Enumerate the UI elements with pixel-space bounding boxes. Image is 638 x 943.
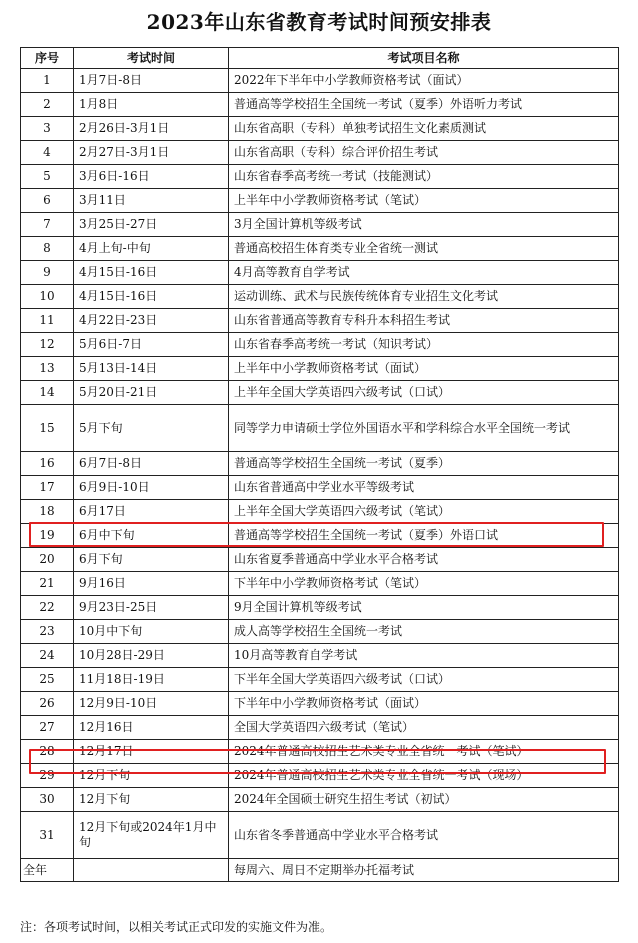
table-row [21,69,619,93]
footer-row-label: 全年 [21,859,74,882]
row-time: 5月下旬 [74,405,229,452]
header-no: 序号 [21,48,74,69]
row-no: 29 [21,764,74,788]
row-no: 21 [21,572,74,596]
row-exam-name: 普通高等学校招生全国统一考试（夏季）外语听力考试 [229,93,619,117]
row-exam-name: 下半年中小学教师资格考试（笔试） [229,572,619,596]
row-time: 5月6日-7日 [74,333,229,357]
header-time: 考试时间 [74,48,229,69]
row-no: 8 [21,237,74,261]
row-time: 3月25日-27日 [74,213,229,237]
row-no: 9 [21,261,74,285]
row-no: 3 [21,117,74,141]
table-row [21,596,619,620]
row-exam-name: 山东省春季高考统一考试（技能测试） [229,165,619,189]
footnote: 注：各项考试时间，以相关考试正式印发的实施文件为准。 [20,920,333,934]
footer-row-time [74,859,229,882]
row-exam-name: 2024年普通高校招生艺术类专业全省统一考试（现场） [229,764,619,788]
table-header-row [21,48,619,69]
table-row [21,309,619,333]
row-exam-name: 4月高等教育自学考试 [229,261,619,285]
row-no: 20 [21,548,74,572]
row-exam-name: 上半年全国大学英语四六级考试（口试） [229,381,619,405]
row-exam-name: 山东省普通高等教育专科升本科招生考试 [229,309,619,333]
row-no: 5 [21,165,74,189]
row-time: 5月13日-14日 [74,357,229,381]
row-no: 7 [21,213,74,237]
row-time: 9月16日 [74,572,229,596]
row-no: 4 [21,141,74,165]
row-time: 6月中下旬 [74,524,229,548]
row-exam-name: 同等学力申请硕士学位外国语水平和学科综合水平全国统一考试 [229,405,619,452]
row-no: 26 [21,692,74,716]
row-no: 13 [21,357,74,381]
row-exam-name: 2022年下半年中小学教师资格考试（面试） [229,69,619,93]
table-row [21,764,619,788]
row-exam-name: 普通高校招生体育类专业全省统一测试 [229,237,619,261]
table-row [21,716,619,740]
row-time: 11月18日-19日 [74,668,229,692]
row-exam-name: 上半年全国大学英语四六级考试（笔试） [229,500,619,524]
table-row [21,500,619,524]
row-exam-name: 3月全国计算机等级考试 [229,213,619,237]
row-time: 2月26日-3月1日 [74,117,229,141]
table-row [21,788,619,812]
row-time: 12月下旬 [74,764,229,788]
row-no: 15 [21,405,74,452]
row-exam-name: 2024年全国硕士研究生招生考试（初试） [229,788,619,812]
table-row [21,333,619,357]
row-no: 31 [21,812,74,859]
table-row [21,548,619,572]
row-exam-name: 下半年全国大学英语四六级考试（口试） [229,668,619,692]
row-no: 12 [21,333,74,357]
row-time: 12月下旬或2024年1月中旬 [74,812,229,859]
row-exam-name: 9月全国计算机等级考试 [229,596,619,620]
table-row [21,524,619,548]
row-exam-name: 10月高等教育自学考试 [229,644,619,668]
row-no: 10 [21,285,74,309]
row-time: 2月27日-3月1日 [74,141,229,165]
row-time: 12月17日 [74,740,229,764]
exam-schedule-table [20,47,619,882]
footer-row-exam-name: 每周六、周日不定期举办托福考试 [229,859,619,882]
table-row [21,644,619,668]
row-exam-name: 山东省高职（专科）单独考试招生文化素质测试 [229,117,619,141]
table-row [21,381,619,405]
table-row [21,740,619,764]
row-time: 12月9日-10日 [74,692,229,716]
row-time: 3月6日-16日 [74,165,229,189]
table-row [21,620,619,644]
table-row [21,812,619,859]
row-exam-name: 上半年中小学教师资格考试（笔试） [229,189,619,213]
row-no: 1 [21,69,74,93]
row-no: 25 [21,668,74,692]
row-exam-name: 2024年普通高校招生艺术类专业全省统一考试（笔试） [229,740,619,764]
row-time: 1月8日 [74,93,229,117]
row-time: 4月15日-16日 [74,261,229,285]
row-exam-name: 山东省冬季普通高中学业水平合格考试 [229,812,619,859]
row-time: 6月17日 [74,500,229,524]
row-no: 30 [21,788,74,812]
table-row [21,117,619,141]
row-time: 10月28日-29日 [74,644,229,668]
row-time: 6月9日-10日 [74,476,229,500]
row-time: 9月23日-25日 [74,596,229,620]
row-time: 4月15日-16日 [74,285,229,309]
row-time: 4月上旬-中旬 [74,237,229,261]
row-exam-name: 山东省春季高考统一考试（知识考试） [229,333,619,357]
footer-row [21,859,619,882]
table-row [21,285,619,309]
table-row [21,213,619,237]
row-exam-name: 下半年中小学教师资格考试（面试） [229,692,619,716]
table-row [21,405,619,452]
table-row [21,189,619,213]
table-row [21,692,619,716]
table-row [21,141,619,165]
row-no: 24 [21,644,74,668]
row-exam-name: 普通高等学校招生全国统一考试（夏季）外语口试 [229,524,619,548]
header-name: 考试项目名称 [229,48,619,69]
row-no: 14 [21,381,74,405]
table-row [21,476,619,500]
row-time: 4月22日-23日 [74,309,229,333]
row-no: 22 [21,596,74,620]
row-exam-name: 普通高等学校招生全国统一考试（夏季） [229,452,619,476]
row-exam-name: 山东省高职（专科）综合评价招生考试 [229,141,619,165]
table-row [21,237,619,261]
row-no: 17 [21,476,74,500]
row-time: 10月中下旬 [74,620,229,644]
row-no: 28 [21,740,74,764]
row-time: 12月下旬 [74,788,229,812]
row-no: 27 [21,716,74,740]
row-time: 6月7日-8日 [74,452,229,476]
row-exam-name: 运动训练、武术与民族传统体育专业招生文化考试 [229,285,619,309]
row-no: 2 [21,93,74,117]
row-exam-name: 山东省普通高中学业水平等级考试 [229,476,619,500]
row-exam-name: 山东省夏季普通高中学业水平合格考试 [229,548,619,572]
row-exam-name: 上半年中小学教师资格考试（面试） [229,357,619,381]
row-no: 18 [21,500,74,524]
table-row [21,452,619,476]
row-no: 23 [21,620,74,644]
table-row [21,261,619,285]
table-row [21,165,619,189]
row-exam-name: 成人高等学校招生全国统一考试 [229,620,619,644]
row-no: 6 [21,189,74,213]
row-no: 11 [21,309,74,333]
row-time: 6月下旬 [74,548,229,572]
row-time: 5月20日-21日 [74,381,229,405]
row-exam-name: 全国大学英语四六级考试（笔试） [229,716,619,740]
row-time: 1月7日-8日 [74,69,229,93]
row-time: 3月11日 [74,189,229,213]
row-time: 12月16日 [74,716,229,740]
row-no: 16 [21,452,74,476]
row-no: 19 [21,524,74,548]
table-row [21,357,619,381]
table-row [21,93,619,117]
page-title: 2023年山东省教育考试时间预安排表 [146,10,492,34]
table-row [21,668,619,692]
table-row [21,572,619,596]
